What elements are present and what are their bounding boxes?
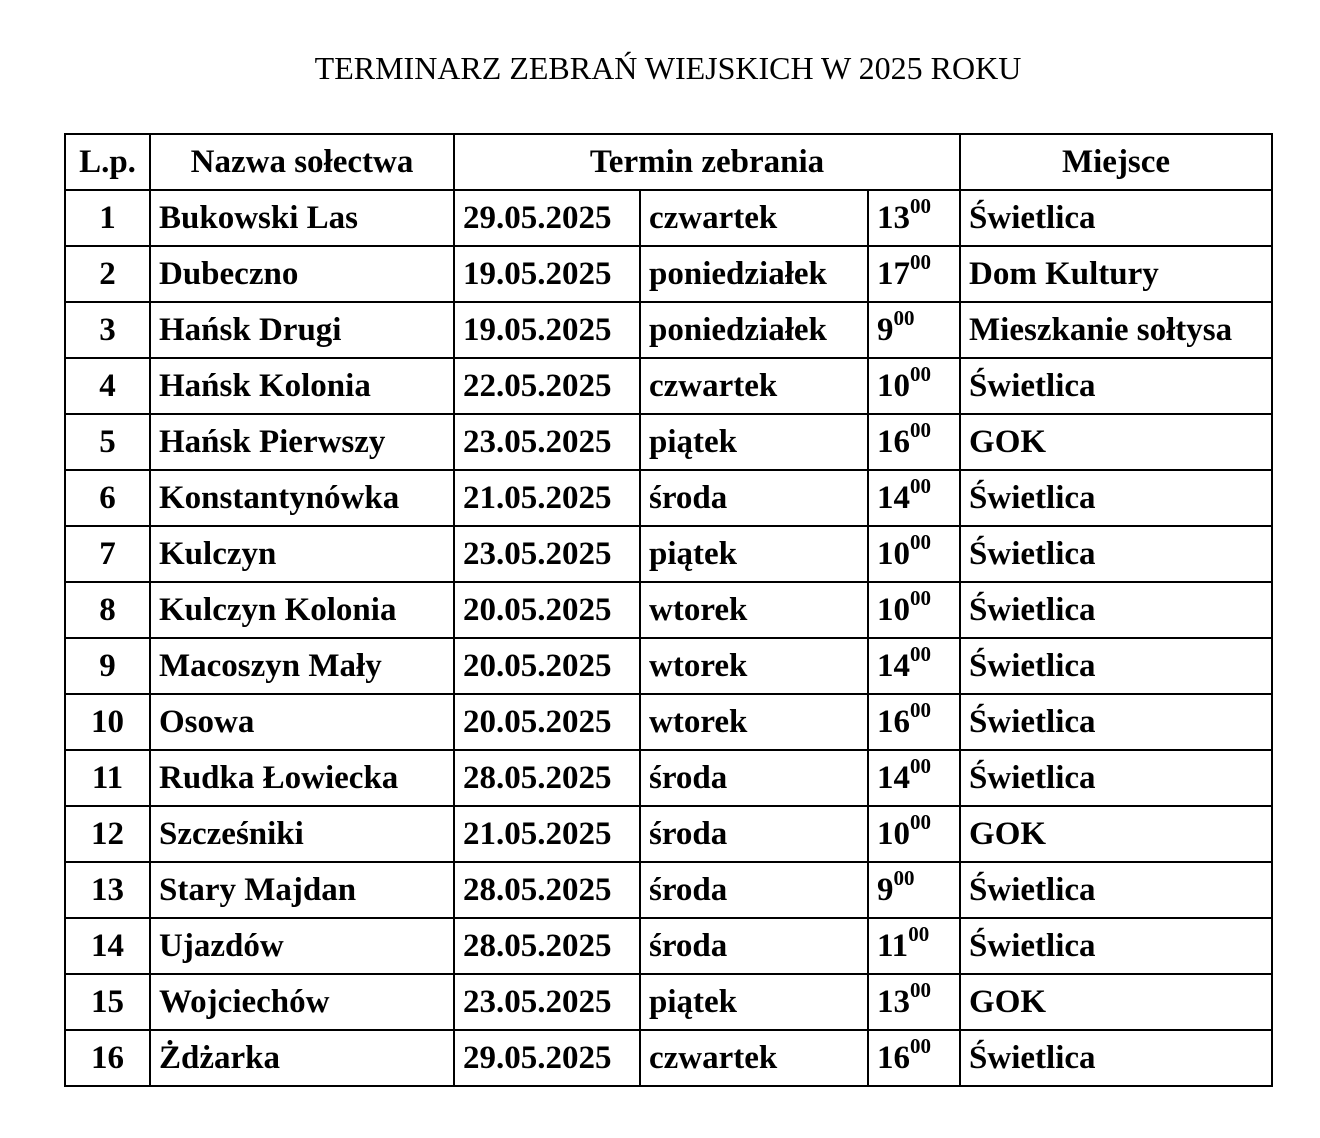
cell-village-name: Rudka Łowiecka — [150, 750, 454, 806]
cell-lp: 2 — [65, 246, 150, 302]
time-minutes: 00 — [910, 417, 931, 442]
time-hour: 10 — [877, 367, 910, 404]
cell-place: Mieszkanie sołtysa — [960, 302, 1272, 358]
table-row — [65, 414, 1272, 470]
table-row — [65, 806, 1272, 862]
time-hour: 9 — [877, 871, 894, 908]
cell-weekday: środa — [640, 918, 868, 974]
cell-lp: 8 — [65, 582, 150, 638]
cell-place: GOK — [960, 806, 1272, 862]
cell-village-name: Hańsk Kolonia — [150, 358, 454, 414]
cell-time — [868, 302, 960, 358]
cell-village-name: Szcześniki — [150, 806, 454, 862]
table-row — [65, 918, 1272, 974]
cell-time — [868, 694, 960, 750]
cell-lp: 7 — [65, 526, 150, 582]
table-row — [65, 694, 1272, 750]
time-minutes: 00 — [910, 809, 931, 834]
table-header-row — [65, 134, 1272, 190]
cell-date: 23.05.2025 — [454, 974, 640, 1030]
cell-weekday: piątek — [640, 974, 868, 1030]
cell-date: 23.05.2025 — [454, 414, 640, 470]
cell-village-name: Żdżarka — [150, 1030, 454, 1086]
cell-date: 19.05.2025 — [454, 302, 640, 358]
cell-date: 29.05.2025 — [454, 1030, 640, 1086]
table-row — [65, 1030, 1272, 1086]
cell-weekday: środa — [640, 750, 868, 806]
cell-lp: 16 — [65, 1030, 150, 1086]
cell-lp: 12 — [65, 806, 150, 862]
time-hour: 16 — [877, 1039, 910, 1076]
time-hour: 14 — [877, 759, 910, 796]
cell-lp: 9 — [65, 638, 150, 694]
cell-village-name: Kulczyn Kolonia — [150, 582, 454, 638]
cell-village-name: Wojciechów — [150, 974, 454, 1030]
cell-lp: 14 — [65, 918, 150, 974]
time-minutes: 00 — [910, 1033, 931, 1058]
cell-place: Świetlica — [960, 918, 1272, 974]
cell-village-name: Ujazdów — [150, 918, 454, 974]
table-row — [65, 582, 1272, 638]
table-row — [65, 190, 1272, 246]
cell-place: Świetlica — [960, 582, 1272, 638]
cell-date: 20.05.2025 — [454, 582, 640, 638]
cell-village-name: Dubeczno — [150, 246, 454, 302]
cell-lp: 6 — [65, 470, 150, 526]
cell-lp: 13 — [65, 862, 150, 918]
cell-weekday: wtorek — [640, 638, 868, 694]
cell-village-name: Stary Majdan — [150, 862, 454, 918]
cell-village-name: Osowa — [150, 694, 454, 750]
cell-place: Świetlica — [960, 470, 1272, 526]
cell-lp: 3 — [65, 302, 150, 358]
header-lp: L.p. — [65, 134, 150, 190]
table-row — [65, 862, 1272, 918]
time-hour: 9 — [877, 311, 894, 348]
cell-date: 28.05.2025 — [454, 862, 640, 918]
table-row — [65, 470, 1272, 526]
cell-village-name: Macoszyn Mały — [150, 638, 454, 694]
cell-weekday: poniedziałek — [640, 302, 868, 358]
cell-date: 21.05.2025 — [454, 470, 640, 526]
time-minutes: 00 — [910, 753, 931, 778]
cell-weekday: wtorek — [640, 694, 868, 750]
cell-place: GOK — [960, 414, 1272, 470]
cell-weekday: piątek — [640, 526, 868, 582]
header-name: Nazwa sołectwa — [150, 134, 454, 190]
cell-weekday: piątek — [640, 414, 868, 470]
time-minutes: 00 — [910, 249, 931, 274]
table-row — [65, 974, 1272, 1030]
cell-date: 28.05.2025 — [454, 750, 640, 806]
cell-village-name: Hańsk Pierwszy — [150, 414, 454, 470]
cell-place: Świetlica — [960, 190, 1272, 246]
cell-time — [868, 974, 960, 1030]
time-hour: 16 — [877, 423, 910, 460]
time-hour: 10 — [877, 535, 910, 572]
time-hour: 10 — [877, 591, 910, 628]
cell-weekday: poniedziałek — [640, 246, 868, 302]
time-minutes: 00 — [910, 529, 931, 554]
cell-lp: 1 — [65, 190, 150, 246]
cell-village-name: Konstantynówka — [150, 470, 454, 526]
table-row — [65, 302, 1272, 358]
cell-time — [868, 190, 960, 246]
time-minutes: 00 — [910, 361, 931, 386]
cell-time — [868, 414, 960, 470]
time-hour: 16 — [877, 703, 910, 740]
cell-village-name: Kulczyn — [150, 526, 454, 582]
cell-date: 20.05.2025 — [454, 638, 640, 694]
cell-date: 19.05.2025 — [454, 246, 640, 302]
time-minutes: 00 — [893, 865, 915, 890]
cell-weekday: czwartek — [640, 190, 868, 246]
cell-weekday: wtorek — [640, 582, 868, 638]
cell-place: Świetlica — [960, 358, 1272, 414]
time-minutes: 00 — [910, 977, 931, 1002]
time-hour: 10 — [877, 815, 910, 852]
table-row — [65, 358, 1272, 414]
cell-village-name: Bukowski Las — [150, 190, 454, 246]
table-row — [65, 246, 1272, 302]
cell-time — [868, 918, 960, 974]
table-row — [65, 638, 1272, 694]
cell-weekday: środa — [640, 862, 868, 918]
header-term: Termin zebrania — [454, 134, 960, 190]
cell-time — [868, 470, 960, 526]
cell-date: 21.05.2025 — [454, 806, 640, 862]
time-minutes: 00 — [893, 305, 915, 330]
cell-place: Świetlica — [960, 750, 1272, 806]
cell-weekday: środa — [640, 470, 868, 526]
time-minutes: 00 — [910, 473, 931, 498]
cell-time — [868, 246, 960, 302]
cell-place: GOK — [960, 974, 1272, 1030]
time-hour: 13 — [877, 983, 910, 1020]
cell-place: Świetlica — [960, 862, 1272, 918]
cell-date: 23.05.2025 — [454, 526, 640, 582]
time-hour: 17 — [877, 255, 910, 292]
cell-time — [868, 750, 960, 806]
cell-lp: 4 — [65, 358, 150, 414]
time-hour: 13 — [877, 199, 910, 236]
time-minutes: 00 — [908, 921, 930, 946]
cell-date: 22.05.2025 — [454, 358, 640, 414]
cell-time — [868, 582, 960, 638]
cell-time — [868, 638, 960, 694]
cell-date: 29.05.2025 — [454, 190, 640, 246]
cell-place: Dom Kultury — [960, 246, 1272, 302]
time-minutes: 00 — [910, 641, 931, 666]
time-hour: 11 — [877, 927, 909, 964]
cell-time — [868, 526, 960, 582]
time-minutes: 00 — [910, 193, 931, 218]
cell-time — [868, 1030, 960, 1086]
time-minutes: 00 — [910, 697, 931, 722]
table-body — [65, 190, 1272, 1086]
cell-place: Świetlica — [960, 638, 1272, 694]
meetings-table — [64, 133, 1273, 1087]
cell-time — [868, 806, 960, 862]
cell-lp: 15 — [65, 974, 150, 1030]
cell-weekday: środa — [640, 806, 868, 862]
cell-lp: 5 — [65, 414, 150, 470]
table-row — [65, 526, 1272, 582]
cell-date: 20.05.2025 — [454, 694, 640, 750]
cell-lp: 10 — [65, 694, 150, 750]
cell-place: Świetlica — [960, 526, 1272, 582]
cell-lp: 11 — [65, 750, 150, 806]
cell-time — [868, 358, 960, 414]
cell-date: 28.05.2025 — [454, 918, 640, 974]
header-place: Miejsce — [960, 134, 1272, 190]
time-minutes: 00 — [910, 585, 931, 610]
cell-weekday: czwartek — [640, 1030, 868, 1086]
time-hour: 14 — [877, 647, 910, 684]
page-title: TERMINARZ ZEBRAŃ WIEJSKICH W 2025 ROKU — [314, 50, 1022, 86]
time-hour: 14 — [877, 479, 910, 516]
cell-place: Świetlica — [960, 1030, 1272, 1086]
cell-place: Świetlica — [960, 694, 1272, 750]
cell-weekday: czwartek — [640, 358, 868, 414]
table-row — [65, 750, 1272, 806]
cell-village-name: Hańsk Drugi — [150, 302, 454, 358]
cell-time — [868, 862, 960, 918]
